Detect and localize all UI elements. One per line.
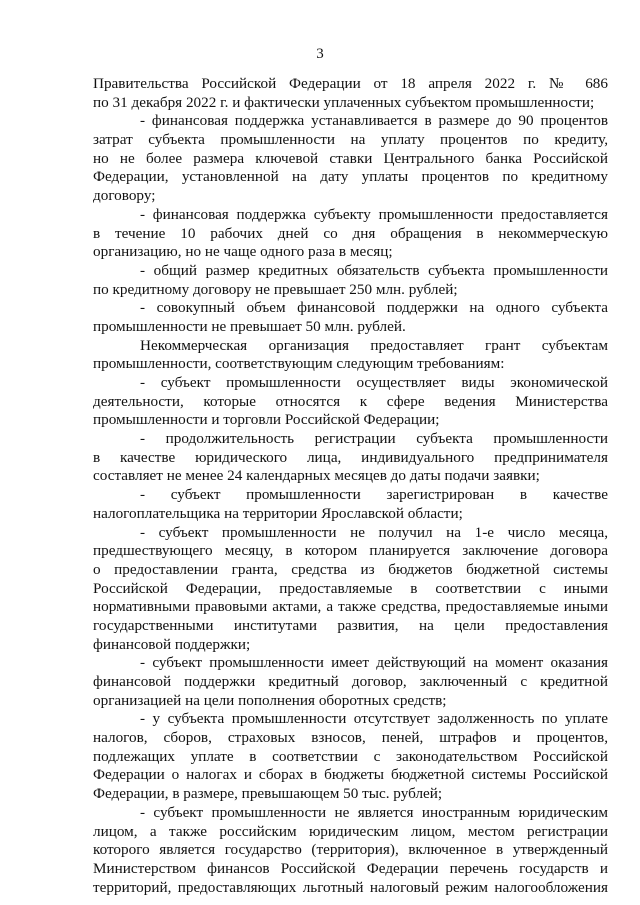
text-line: - субъект промышленности не получил на 1-е число месяца, <box>140 523 608 541</box>
text-line: в течение 10 рабочих дней со дня обращения в некоммерческую <box>93 224 608 242</box>
text-line: промышленности и торговли Российской Федерации; <box>93 411 440 429</box>
text-line: - субъект промышленности не является иностранным юридическим <box>140 803 608 821</box>
text-line: предшествующего месяцу, в котором планируется заключение договора <box>93 542 608 560</box>
text-line: - финансовая поддержка устанавливается в размере до 90 процентов <box>140 112 608 130</box>
document-body-text <box>93 75 608 897</box>
text-line: территорий, предоставляющих льготный налоговый режим налогообложения <box>93 878 608 896</box>
text-line: - субъект промышленности имеет действующий на момент оказания <box>140 654 608 672</box>
text-line: договору; <box>93 187 156 205</box>
text-line: налогоплательщика на территории Ярославской области; <box>93 504 463 522</box>
text-line: которого является государство (территория), включенное в утвержденный <box>93 841 608 859</box>
text-line: промышленности, соответствующим следующим требованиям: <box>93 355 505 373</box>
text-line: организацию, но не чаще одного раза в месяц; <box>93 243 393 261</box>
text-line: о предоставлении гранта, средства из бюджетов бюджетной системы <box>93 560 608 578</box>
text-line: деятельности, которые относятся к сфере ведения Министерства <box>93 392 608 410</box>
text-line: составляет не менее 24 календарных месяцев до даты подачи заявки; <box>93 467 540 485</box>
text-line: - продолжительность регистрации субъекта промышленности <box>140 430 608 448</box>
text-line: промышленности не превышает 50 млн. рублей. <box>93 317 406 335</box>
text-line: Некоммерческая организация предоставляет грант субъектам <box>140 336 608 354</box>
text-line: - финансовая поддержка субъекту промышленности предоставляется <box>140 205 608 223</box>
text-line: в качестве юридического лица, индивидуального предпринимателя <box>93 448 608 466</box>
text-line: - у субъекта промышленности отсутствует задолженность по уплате <box>140 710 608 728</box>
text-line: но не более размера ключевой ставки Центрального банка Российской <box>93 149 608 167</box>
text-line: затрат субъекта промышленности на уплату процентов по кредиту, <box>93 131 608 149</box>
text-line: - общий размер кредитных обязательств субъекта промышленности <box>140 261 608 279</box>
text-line: Федерации о налогах и сборах в бюджеты бюджетной системы Российской <box>93 766 608 784</box>
text-line: лицом, а также российским юридическим лицом, местом регистрации <box>93 822 608 840</box>
page-number: 3 <box>316 46 324 62</box>
text-line: - субъект промышленности зарегистрирован в качестве <box>140 486 608 504</box>
text-line: нормативными правовыми актами, а также средства, предоставляемые иными <box>93 598 608 616</box>
text-line: Федерации, установленной на дату уплаты процентов по кредитному <box>93 168 608 186</box>
text-line: организацией на цели пополнения оборотных средств; <box>93 691 447 709</box>
text-line: Министерством финансов Российской Федерации перечень государств и <box>93 859 608 877</box>
text-line: - совокупный объем финансовой поддержки на одного субъекта <box>140 299 608 317</box>
text-line: налогов, сборов, страховых взносов, пеней, штрафов и процентов, <box>93 729 608 747</box>
text-line: по 31 декабря 2022 г. и фактически уплаченных субъектом промышленности; <box>93 93 595 111</box>
text-line: Федерации, в размере, превышающем 50 тыс. рублей; <box>93 785 443 803</box>
text-line: финансовой поддержки; <box>93 635 251 653</box>
text-line: подлежащих уплате в соответствии с законодательством Российской <box>93 747 608 765</box>
text-line: государственными институтами развития, на цели предоставления <box>93 616 608 634</box>
text-line: по кредитному договору не превышает 250 млн. рублей; <box>93 280 458 298</box>
text-line: Правительства Российской Федерации от 18 апреля 2022 г. № 686 <box>93 75 608 92</box>
text-line: финансовой поддержки кредитный договор, заключенный с кредитной <box>93 673 608 690</box>
text-line: Российской Федерации, предоставляемые в соответствии с иными <box>93 579 608 597</box>
text-line: - субъект промышленности осуществляет виды экономической <box>140 374 608 391</box>
